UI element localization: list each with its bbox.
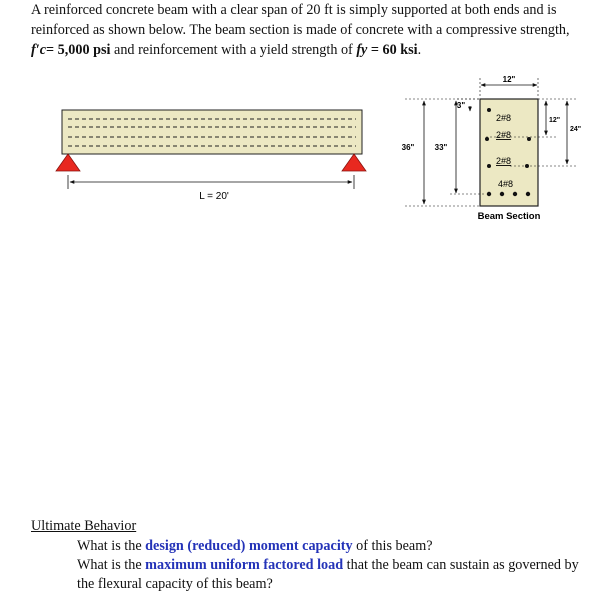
beam-section <box>402 75 581 222</box>
q1-post: of this beam? <box>352 538 433 554</box>
bar-label-3: 2#8 <box>496 156 512 166</box>
intro-end: . <box>417 42 422 58</box>
intro-line-1: A reinforced concrete beam with a clear span of 20 ft is simply supported at both ends and is <box>31 2 557 18</box>
intro-mid: and reinforcement with a yield strength of <box>110 42 357 58</box>
section-heading: Ultimate Behavior <box>31 518 137 534</box>
effective-depth-label: 33" <box>434 143 448 152</box>
question-1 <box>77 537 597 556</box>
beam-elevation <box>56 110 366 202</box>
fy-value: = 60 ksi <box>367 42 418 58</box>
q2-continuation: the flexural capacity of this beam? <box>77 576 273 592</box>
width-label: 12" <box>502 75 516 84</box>
question-2 <box>77 556 597 594</box>
beam-body <box>62 110 362 154</box>
fc-symbol: f′c <box>31 42 47 58</box>
rebar-dot <box>513 192 517 196</box>
rebar-dot <box>500 192 504 196</box>
bar-label-1: 2#8 <box>496 113 512 123</box>
section-title: Beam Section <box>477 211 541 222</box>
bar-label-4: 4#8 <box>498 179 514 189</box>
fc-value: = 5,000 psi <box>46 42 111 58</box>
rebar-dot <box>526 192 530 196</box>
cover-label: 3" <box>456 101 466 110</box>
q1-pre: What is the <box>77 538 146 554</box>
fy-symbol: fy <box>356 42 368 58</box>
right-support-icon <box>342 154 366 171</box>
rebar-dot <box>487 164 491 168</box>
rebar-dot <box>525 164 529 168</box>
upper-height-label: 12" <box>549 117 561 124</box>
q2-post: that the beam can sustain as governed by <box>343 557 579 573</box>
span-label: L = 20' <box>199 191 229 202</box>
rebar-dot <box>487 108 491 112</box>
rebar-dot <box>527 137 531 141</box>
bar-label-2: 2#8 <box>496 130 512 140</box>
left-support-icon <box>56 154 80 171</box>
total-depth-label: 36" <box>401 143 415 152</box>
lower-height-label: 24" <box>570 126 582 133</box>
rebar-dot <box>485 137 489 141</box>
q2-pre: What is the <box>77 557 146 573</box>
rebar-dot <box>487 192 491 196</box>
intro-line-2: reinforced as shown below. The beam section is made of concrete with a compressive strength, <box>31 22 570 38</box>
q1-highlight: design (reduced) moment capacity <box>145 538 353 554</box>
q2-highlight: maximum uniform factored load <box>145 557 344 573</box>
